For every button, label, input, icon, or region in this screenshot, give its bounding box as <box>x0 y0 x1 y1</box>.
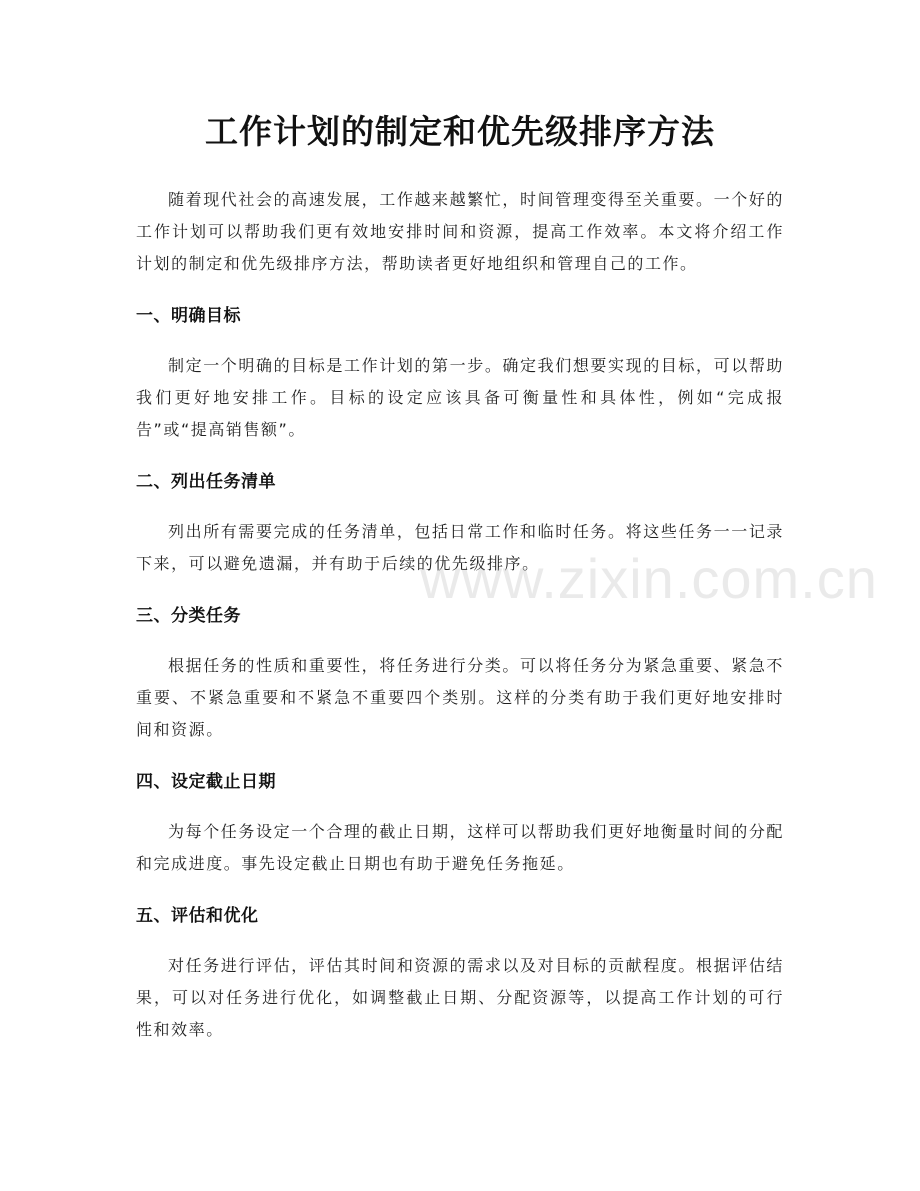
section-5 <box>136 902 784 1046</box>
document-body <box>136 184 784 1046</box>
section-1 <box>136 302 784 446</box>
section-paragraph: 根据任务的性质和重要性，将任务进行分类。可以将任务分为紧急重要、紧急不重要、不紧急重要和不紧急不重要四个类别。这样的分类有助于我们更好地安排时间和资源。 <box>136 656 784 739</box>
section-heading: 二、列出任务清单 <box>136 472 276 492</box>
section-paragraph: 为每个任务设定一个合理的截止日期，这样可以帮助我们更好地衡量时间的分配和完成进度。事先设定截止日期也有助于避免任务拖延。 <box>136 822 784 873</box>
watermark: www.zixin.com.cn <box>420 547 878 610</box>
intro-paragraph: 随着现代社会的高速发展，工作越来越繁忙，时间管理变得至关重要。一个好的工作计划可以帮助我们更有效地安排时间和资源，提高工作效率。本文将介绍工作计划的制定和优先级排序方法，帮助读者更好地组织和管理自己的工作。 <box>136 190 784 273</box>
section-4 <box>136 768 784 880</box>
section-heading: 一、明确目标 <box>136 306 241 326</box>
section-3 <box>136 602 784 746</box>
section-heading: 三、分类任务 <box>136 606 241 626</box>
section-2 <box>136 468 784 580</box>
section-paragraph: 对任务进行评估，评估其时间和资源的需求以及对目标的贡献程度。根据评估结果，可以对任务进行优化，如调整截止日期、分配资源等，以提高工作计划的可行性和效率。 <box>136 956 784 1039</box>
section-heading: 四、设定截止日期 <box>136 772 276 792</box>
section-heading: 五、评估和优化 <box>136 906 259 926</box>
document-title: 工作计划的制定和优先级排序方法 <box>205 112 715 151</box>
section-paragraph: 列出所有需要完成的任务清单，包括日常工作和临时任务。将这些任务一一记录下来，可以避免遗漏，并有助于后续的优先级排序。 <box>136 522 784 573</box>
section-paragraph: 制定一个明确的目标是工作计划的第一步。确定我们想要实现的目标，可以帮助我们更好地安排工作。目标的设定应该具备可衡量性和具体性，例如“完成报告”或“提高销售额”。 <box>136 356 784 439</box>
